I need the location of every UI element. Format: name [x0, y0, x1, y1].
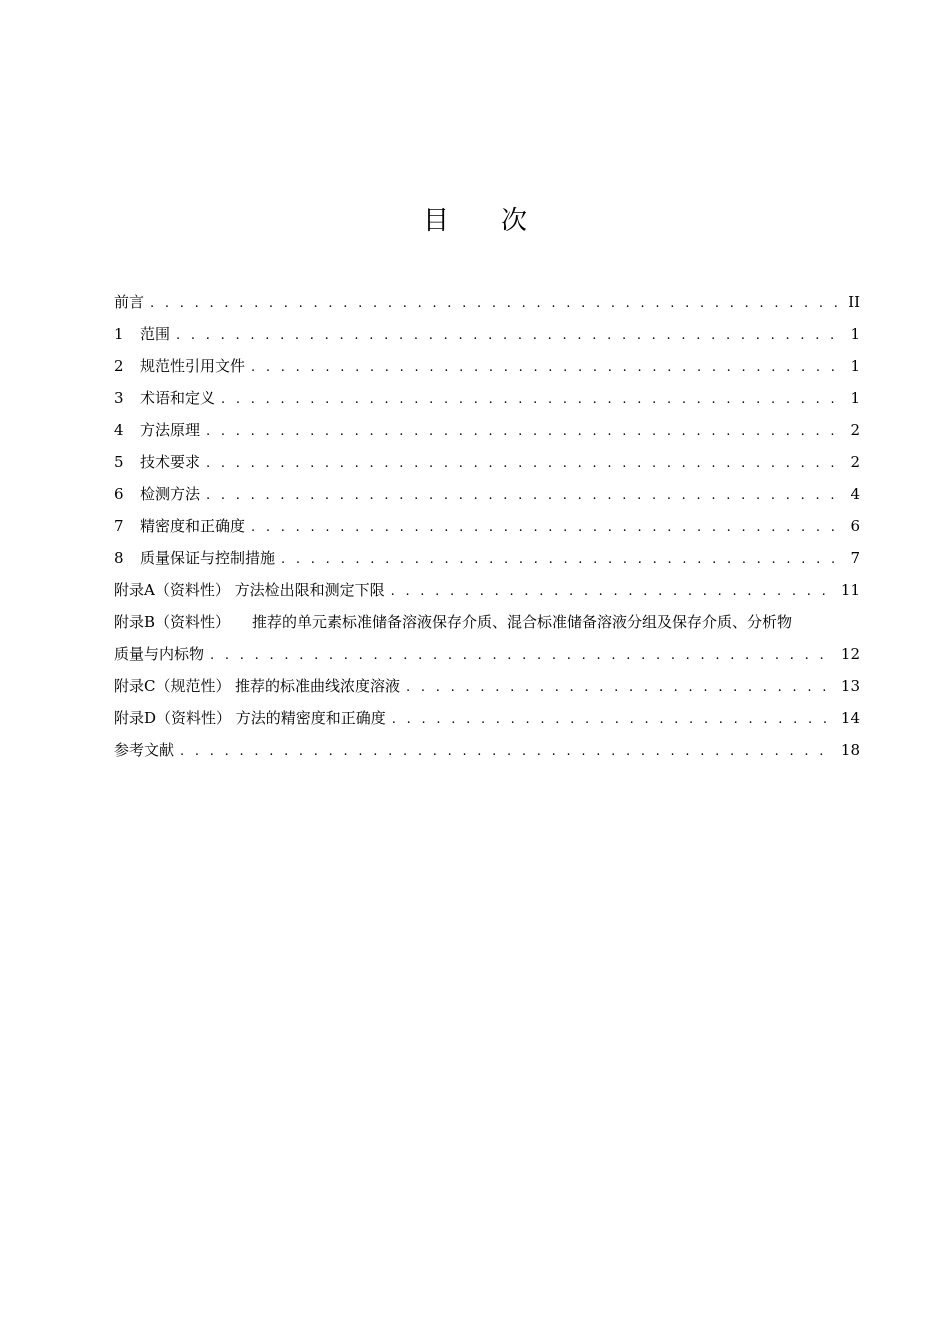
- toc-page-number: 11: [840, 581, 860, 599]
- dot-leader: [180, 736, 835, 768]
- dot-leader: [206, 480, 840, 512]
- dot-leader: [150, 288, 840, 320]
- table-of-contents: [114, 286, 860, 766]
- toc-entry-2[interactable]: [114, 350, 860, 382]
- toc-entry-label: 规范性引用文件: [140, 357, 246, 375]
- toc-entry-label: 方法检出限和测定下限: [234, 581, 385, 599]
- toc-page-number: 1: [850, 325, 860, 343]
- toc-entry-label: 术语和定义: [140, 389, 216, 407]
- toc-appendix-prefix: 附录A（资料性）: [114, 581, 230, 599]
- toc-entry-label: 范围: [140, 325, 171, 343]
- toc-entry-number: 3: [114, 389, 124, 407]
- toc-entry-label: 方法原理: [140, 421, 201, 439]
- toc-entry-label: 质量保证与控制措施: [140, 549, 276, 567]
- toc-entry-4[interactable]: [114, 414, 860, 446]
- toc-entry-1[interactable]: [114, 318, 860, 350]
- toc-page-number: 2: [850, 421, 860, 439]
- dot-leader: [281, 544, 840, 576]
- toc-appendix-prefix: 附录D（资料性）: [114, 709, 232, 727]
- dot-leader: [210, 640, 835, 672]
- toc-page-number: 4: [850, 485, 860, 503]
- toc-entry-number: 8: [114, 549, 124, 567]
- toc-entry-label: 检测方法: [140, 485, 201, 503]
- toc-entry-8[interactable]: [114, 542, 860, 574]
- toc-appendix-prefix: 附录B（资料性）: [114, 613, 231, 631]
- toc-page-number: II: [848, 293, 860, 311]
- toc-entry-appendix-d[interactable]: [114, 702, 860, 734]
- toc-page-number: 7: [850, 549, 860, 567]
- dot-leader: [221, 384, 840, 416]
- dot-leader: [206, 416, 840, 448]
- title-char-2: 次: [501, 206, 528, 236]
- toc-entry-number: 6: [114, 485, 124, 503]
- toc-entry-label: 技术要求: [140, 453, 201, 471]
- toc-entry-number: 4: [114, 421, 124, 439]
- toc-entry-number: 7: [114, 517, 124, 535]
- dot-leader: [251, 512, 840, 544]
- toc-entry-label: 参考文献: [114, 741, 175, 759]
- toc-entry-5[interactable]: [114, 446, 860, 478]
- toc-entry-label: 方法的精密度和正确度: [235, 709, 386, 727]
- toc-page-number: 14: [840, 709, 860, 727]
- toc-page-number: 1: [850, 389, 860, 407]
- toc-entry-number: 1: [114, 325, 124, 343]
- toc-page-number: 13: [840, 677, 860, 695]
- toc-page-number: 2: [850, 453, 860, 471]
- toc-entry-label: 推荐的标准曲线浓度溶液: [235, 677, 401, 695]
- toc-entry-label: 前言: [114, 293, 145, 311]
- toc-entry-number: 2: [114, 357, 124, 375]
- toc-entry-appendix-a[interactable]: [114, 574, 860, 606]
- dot-leader: [206, 448, 840, 480]
- dot-leader: [406, 672, 835, 704]
- toc-entry-7[interactable]: [114, 510, 860, 542]
- toc-entry-foreword[interactable]: [114, 286, 860, 318]
- dot-leader: [251, 352, 840, 384]
- toc-page-number: 1: [850, 357, 860, 375]
- toc-entry-appendix-b[interactable]: [114, 606, 860, 638]
- toc-page-number: 6: [850, 517, 860, 535]
- toc-page-number: 18: [840, 741, 860, 759]
- title-char-1: 目: [422, 206, 449, 236]
- toc-entry-label: 精密度和正确度: [140, 517, 246, 535]
- toc-entry-label-cont: 质量与内标物: [114, 645, 205, 663]
- dot-leader: [391, 576, 835, 608]
- toc-entry-number: 5: [114, 453, 124, 471]
- toc-appendix-prefix: 附录C（规范性）: [114, 677, 231, 695]
- page-title: [0, 200, 950, 237]
- toc-entry-references[interactable]: [114, 734, 860, 766]
- toc-page-number: 12: [840, 645, 860, 663]
- dot-leader: [392, 704, 835, 736]
- toc-entry-3[interactable]: [114, 382, 860, 414]
- toc-entry-appendix-c[interactable]: [114, 670, 860, 702]
- toc-entry-appendix-b-cont[interactable]: [114, 638, 860, 670]
- toc-entry-6[interactable]: [114, 478, 860, 510]
- toc-entry-label: 推荐的单元素标准储备溶液保存介质、混合标准储备溶液分组及保存介质、分析物: [252, 613, 793, 631]
- dot-leader: [176, 320, 840, 352]
